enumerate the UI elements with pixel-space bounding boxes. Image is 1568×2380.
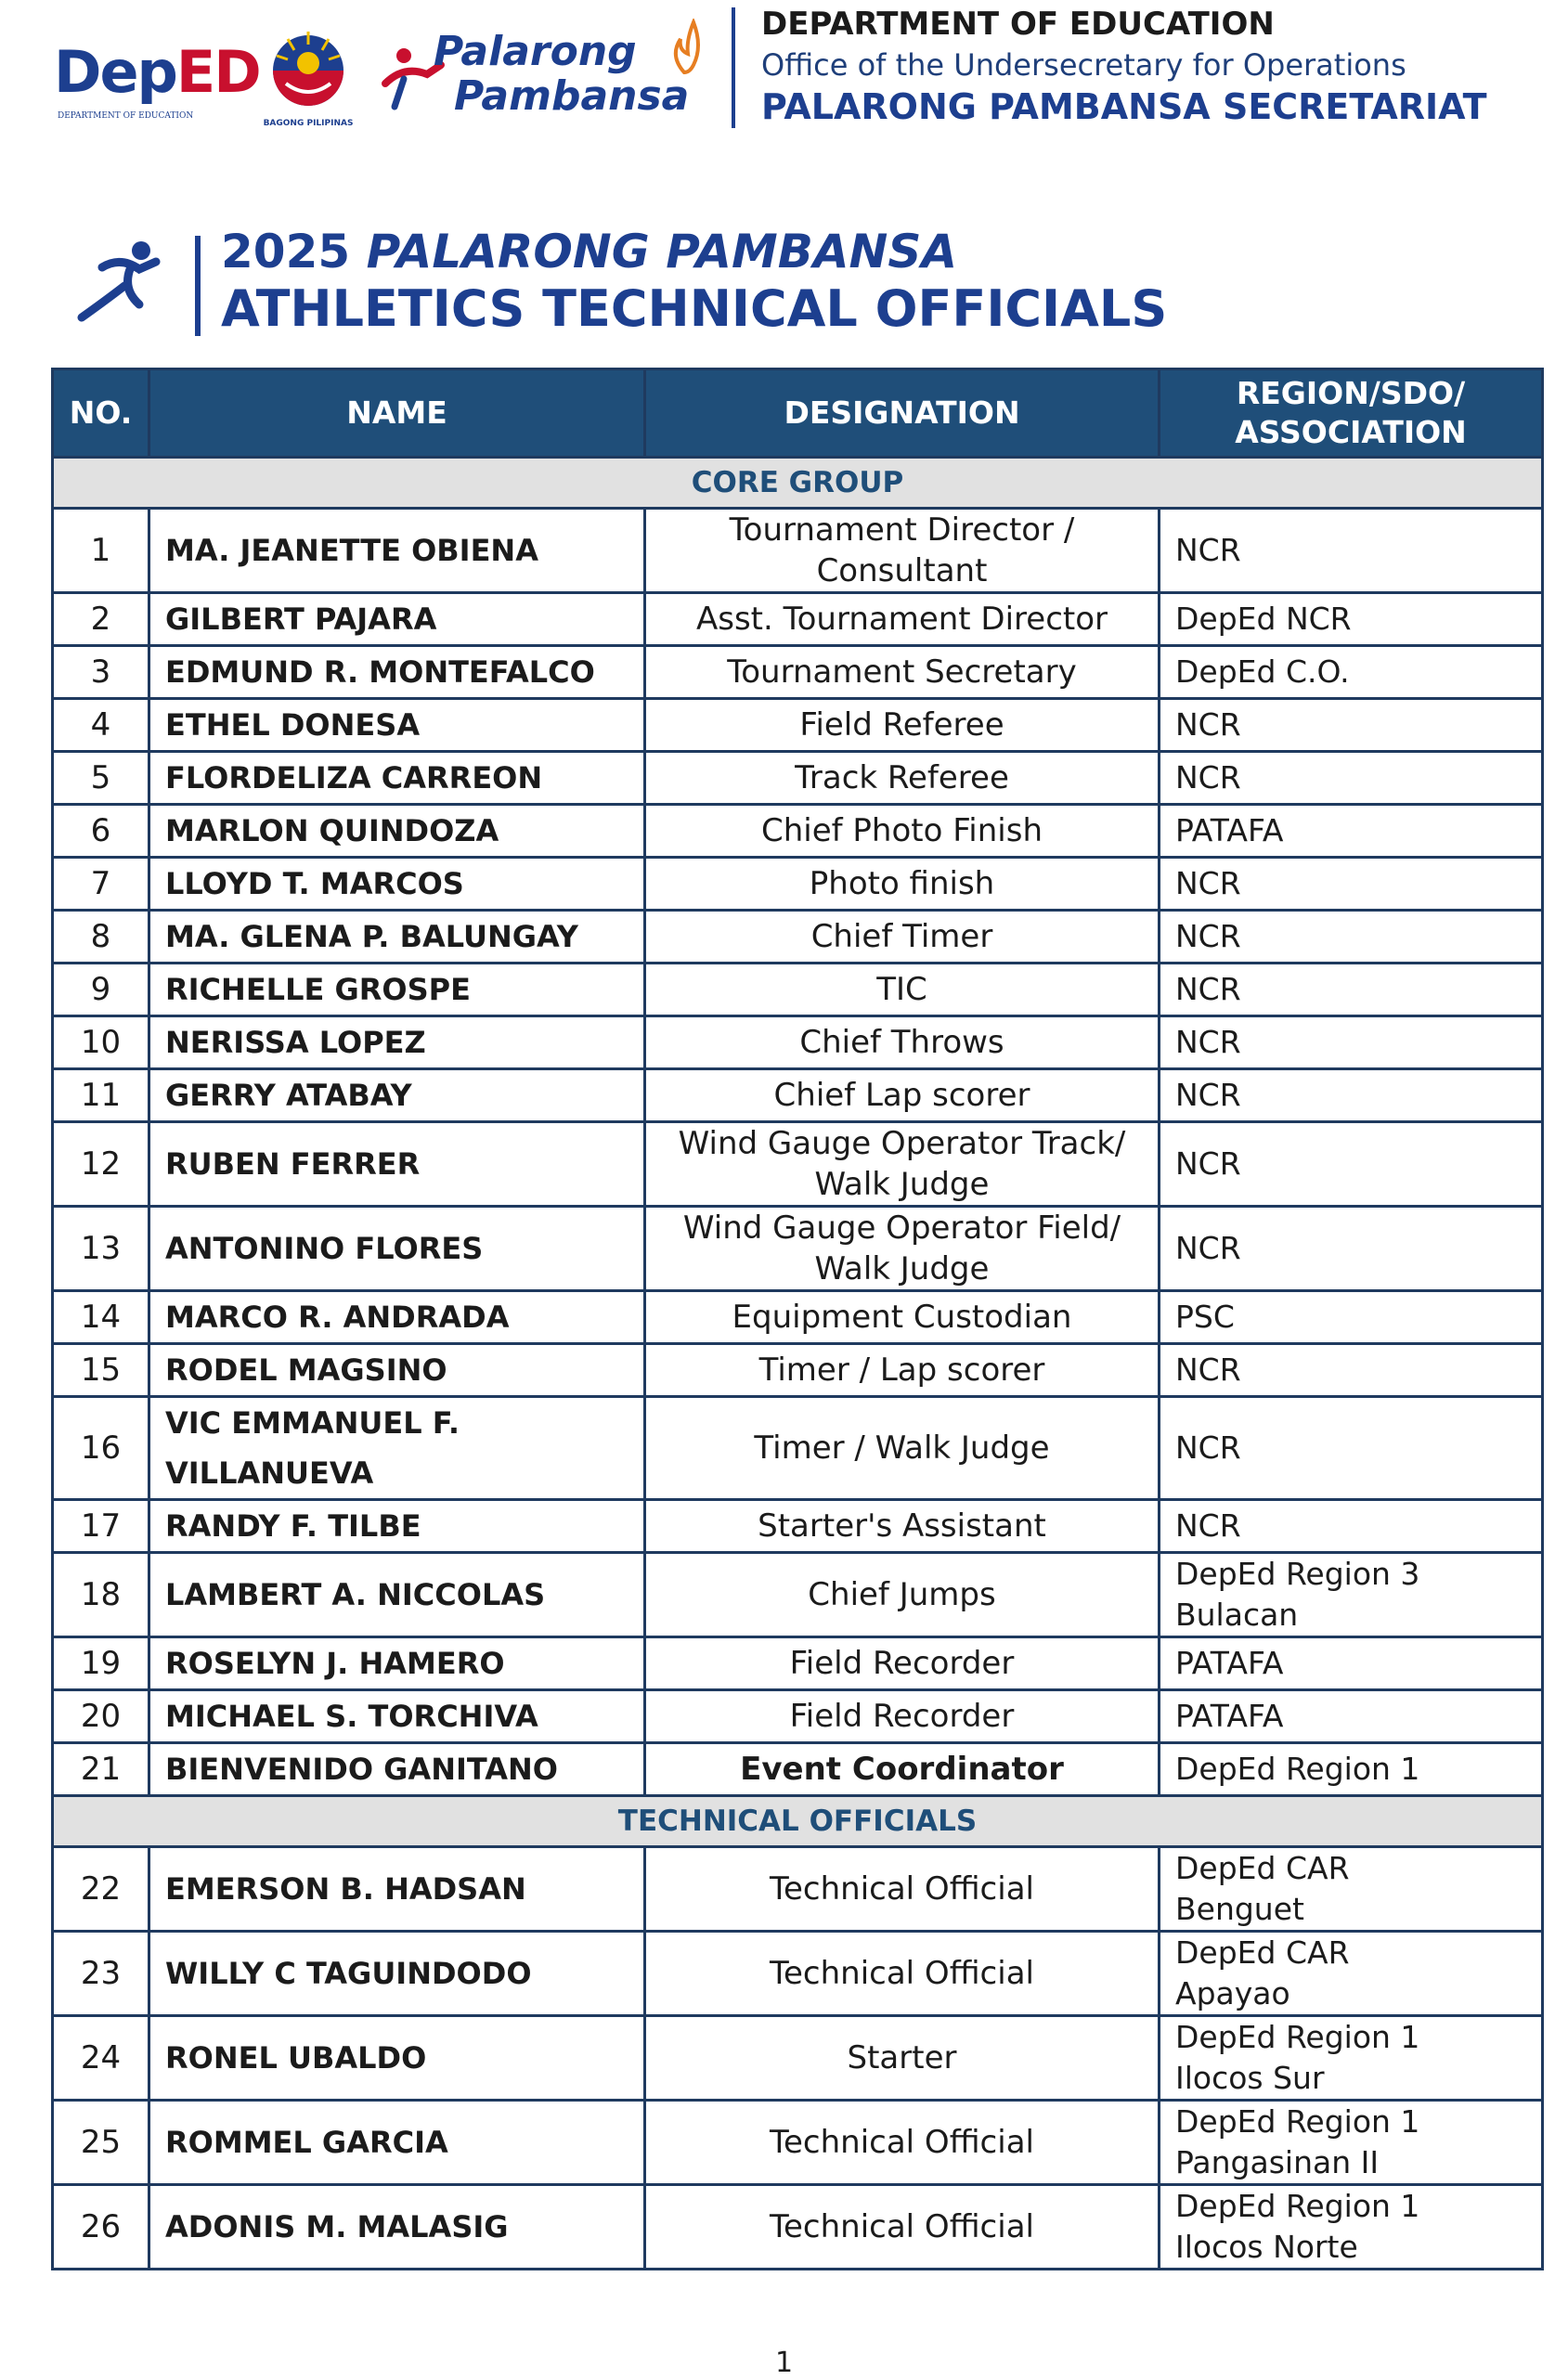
official-name: LAMBERT A. NICCOLAS (149, 1553, 645, 1637)
official-designation: Wind Gauge Operator Field/ Walk Judge (645, 1207, 1160, 1291)
bagong-pilipinas-logo (253, 19, 364, 130)
official-region: NCR (1160, 911, 1543, 964)
row-number: 13 (53, 1207, 149, 1291)
official-region: NCR (1160, 1344, 1543, 1397)
agency-line-2: Office of the Undersecretary for Operations (761, 47, 1406, 83)
row-number: 15 (53, 1344, 149, 1397)
table-row (53, 964, 1543, 1016)
table-row (53, 1932, 1543, 2016)
official-designation: Technical Official (645, 2185, 1160, 2270)
official-name: MA. GLENA P. BALUNGAY (149, 911, 645, 964)
official-region: DepEd Region 1 Ilocos Sur (1160, 2016, 1543, 2101)
header-divider (732, 7, 735, 128)
official-designation: TIC (645, 964, 1160, 1016)
row-number: 6 (53, 805, 149, 858)
table-row (53, 2016, 1543, 2101)
palarong-pambansa-logo (376, 19, 710, 121)
official-name: RANDY F. TILBE (149, 1500, 645, 1553)
row-number: 16 (53, 1397, 149, 1500)
official-name: RICHELLE GROSPE (149, 964, 645, 1016)
official-name: ADONIS M. MALASIG (149, 2185, 645, 2270)
table-row (53, 509, 1543, 593)
bagong-pilipinas-emblem-icon (253, 19, 364, 121)
table-row (53, 1500, 1543, 1553)
row-number: 19 (53, 1637, 149, 1690)
official-name: NERISSA LOPEZ (149, 1016, 645, 1069)
official-name: GERRY ATABAY (149, 1069, 645, 1122)
table-row (53, 1122, 1543, 1207)
table-row (53, 1690, 1543, 1743)
bagong-pilipinas-label: BAGONG PILIPINAS (263, 119, 354, 128)
row-number: 2 (53, 593, 149, 646)
official-designation: Starter (645, 2016, 1160, 2101)
row-number: 26 (53, 2185, 149, 2270)
column-header-no: NO. (53, 369, 149, 458)
deped-logo-text-2: ED (175, 38, 260, 106)
agency-line-3: PALARONG PAMBANSA SECRETARIAT (761, 86, 1487, 127)
official-name: LLOYD T. MARCOS (149, 858, 645, 911)
official-region: DepEd NCR (1160, 593, 1543, 646)
row-number: 7 (53, 858, 149, 911)
row-number: 21 (53, 1743, 149, 1796)
official-name: RUBEN FERRER (149, 1122, 645, 1207)
row-number: 17 (53, 1500, 149, 1553)
table-row (53, 805, 1543, 858)
official-designation: Timer / Walk Judge (645, 1397, 1160, 1500)
row-number: 20 (53, 1690, 149, 1743)
official-name: MA. JEANETTE OBIENA (149, 509, 645, 593)
group-row (53, 1796, 1543, 1847)
row-number: 24 (53, 2016, 149, 2101)
table-row (53, 2185, 1543, 2270)
row-number: 4 (53, 699, 149, 752)
official-region: DepEd Region 3 Bulacan (1160, 1553, 1543, 1637)
row-number: 9 (53, 964, 149, 1016)
title-event: PALARONG PAMBANSA (366, 225, 958, 278)
official-region: DepEd C.O. (1160, 646, 1543, 699)
column-header-designation: DESIGNATION (645, 369, 1160, 458)
official-region: PATAFA (1160, 805, 1543, 858)
deped-logo-subtitle: DEPARTMENT OF EDUCATION (58, 111, 194, 121)
column-header-region: REGION/SDO/ ASSOCIATION (1160, 369, 1543, 458)
page-title: ATHLETICS TECHNICAL OFFICIALS (221, 279, 1168, 338)
palaro-flame-icon (666, 19, 703, 74)
official-designation: Tournament Director / Consultant (645, 509, 1160, 593)
official-designation: Field Recorder (645, 1637, 1160, 1690)
official-region: PATAFA (1160, 1637, 1543, 1690)
table-row (53, 699, 1543, 752)
group-row (53, 458, 1543, 509)
official-name: VIC EMMANUEL F. VILLANUEVA (149, 1397, 645, 1500)
palaro-line-1: Palarong (434, 28, 637, 75)
official-name: EDMUND R. MONTEFALCO (149, 646, 645, 699)
official-name: MARCO R. ANDRADA (149, 1291, 645, 1344)
official-region: NCR (1160, 964, 1543, 1016)
table-row (53, 752, 1543, 805)
agency-block (761, 4, 1560, 128)
official-designation: Track Referee (645, 752, 1160, 805)
official-name: ROMMEL GARCIA (149, 2101, 645, 2185)
agency-line-1: DEPARTMENT OF EDUCATION (761, 6, 1275, 43)
official-name: MARLON QUINDOZA (149, 805, 645, 858)
row-number: 11 (53, 1069, 149, 1122)
page-number: 1 (774, 2347, 794, 2379)
group-label: CORE GROUP (53, 458, 1543, 509)
official-name: MICHAEL S. TORCHIVA (149, 1690, 645, 1743)
official-designation: Wind Gauge Operator Track/ Walk Judge (645, 1122, 1160, 1207)
table-row (53, 1637, 1543, 1690)
table-row (53, 1016, 1543, 1069)
official-region: NCR (1160, 1069, 1543, 1122)
table-row (53, 1397, 1543, 1500)
official-region: PATAFA (1160, 1690, 1543, 1743)
official-name: BIENVENIDO GANITANO (149, 1743, 645, 1796)
group-label: TECHNICAL OFFICIALS (53, 1796, 1543, 1847)
official-designation: Technical Official (645, 1847, 1160, 1932)
row-number: 1 (53, 509, 149, 593)
page-header (0, 0, 1568, 139)
table-row (53, 1553, 1543, 1637)
official-name: ROSELYN J. HAMERO (149, 1637, 645, 1690)
row-number: 18 (53, 1553, 149, 1637)
official-region: DepEd CAR Apayao (1160, 1932, 1543, 2016)
row-number: 10 (53, 1016, 149, 1069)
official-name: RONEL UBALDO (149, 2016, 645, 2101)
row-number: 8 (53, 911, 149, 964)
official-designation: Chief Jumps (645, 1553, 1160, 1637)
official-designation: Equipment Custodian (645, 1291, 1160, 1344)
palaro-line-2: Pambansa (454, 72, 690, 120)
official-designation: Photo finish (645, 858, 1160, 911)
official-name: WILLY C TAGUINDODO (149, 1932, 645, 2016)
official-designation: Field Referee (645, 699, 1160, 752)
table-row (53, 1743, 1543, 1796)
official-region: NCR (1160, 752, 1543, 805)
deped-logo-text-1: Dep (54, 38, 176, 106)
official-designation: Chief Lap scorer (645, 1069, 1160, 1122)
row-number: 5 (53, 752, 149, 805)
official-name: GILBERT PAJARA (149, 593, 645, 646)
official-name: ANTONINO FLORES (149, 1207, 645, 1291)
official-region: NCR (1160, 1397, 1543, 1500)
official-region: NCR (1160, 1500, 1543, 1553)
official-designation: Technical Official (645, 1932, 1160, 2016)
table-row (53, 911, 1543, 964)
row-number: 23 (53, 1932, 149, 2016)
table-header-row (53, 369, 1543, 458)
row-number: 12 (53, 1122, 149, 1207)
official-region: DepEd Region 1 (1160, 1743, 1543, 1796)
official-name: ETHEL DONESA (149, 699, 645, 752)
row-number: 3 (53, 646, 149, 699)
official-name: EMERSON B. HADSAN (149, 1847, 645, 1932)
table-row (53, 1069, 1543, 1122)
table-row (53, 858, 1543, 911)
table-row (53, 2101, 1543, 2185)
official-designation: Event Coordinator (645, 1743, 1160, 1796)
title-accent-bar (195, 236, 201, 336)
title-block (65, 223, 1179, 343)
official-region: DepEd Region 1 Pangasinan II (1160, 2101, 1543, 2185)
official-designation: Chief Photo Finish (645, 805, 1160, 858)
table-row (53, 646, 1543, 699)
row-number: 14 (53, 1291, 149, 1344)
official-region: NCR (1160, 699, 1543, 752)
table-row (53, 1847, 1543, 1932)
official-designation: Asst. Tournament Director (645, 593, 1160, 646)
table-body (53, 458, 1543, 2270)
runner-icon (74, 232, 176, 334)
official-designation: Chief Timer (645, 911, 1160, 964)
official-designation: Technical Official (645, 2101, 1160, 2185)
title-year-line (221, 223, 957, 280)
official-designation: Field Recorder (645, 1690, 1160, 1743)
deped-logo (54, 35, 260, 128)
row-number: 22 (53, 1847, 149, 1932)
officials-table (51, 368, 1544, 2270)
column-header-name: NAME (149, 369, 645, 458)
table-row (53, 1291, 1543, 1344)
official-region: NCR (1160, 858, 1543, 911)
table-row (53, 1207, 1543, 1291)
official-region: NCR (1160, 1016, 1543, 1069)
official-region: DepEd Region 1 Ilocos Norte (1160, 2185, 1543, 2270)
official-name: FLORDELIZA CARREON (149, 752, 645, 805)
official-region: NCR (1160, 1207, 1543, 1291)
official-designation: Tournament Secretary (645, 646, 1160, 699)
table-row (53, 593, 1543, 646)
official-region: NCR (1160, 1122, 1543, 1207)
official-region: DepEd CAR Benguet (1160, 1847, 1543, 1932)
official-region: PSC (1160, 1291, 1543, 1344)
official-name: RODEL MAGSINO (149, 1344, 645, 1397)
row-number: 25 (53, 2101, 149, 2185)
title-year: 2025 (221, 225, 351, 278)
official-designation: Starter's Assistant (645, 1500, 1160, 1553)
table-row (53, 1344, 1543, 1397)
official-region: NCR (1160, 509, 1543, 593)
official-designation: Timer / Lap scorer (645, 1344, 1160, 1397)
official-designation: Chief Throws (645, 1016, 1160, 1069)
